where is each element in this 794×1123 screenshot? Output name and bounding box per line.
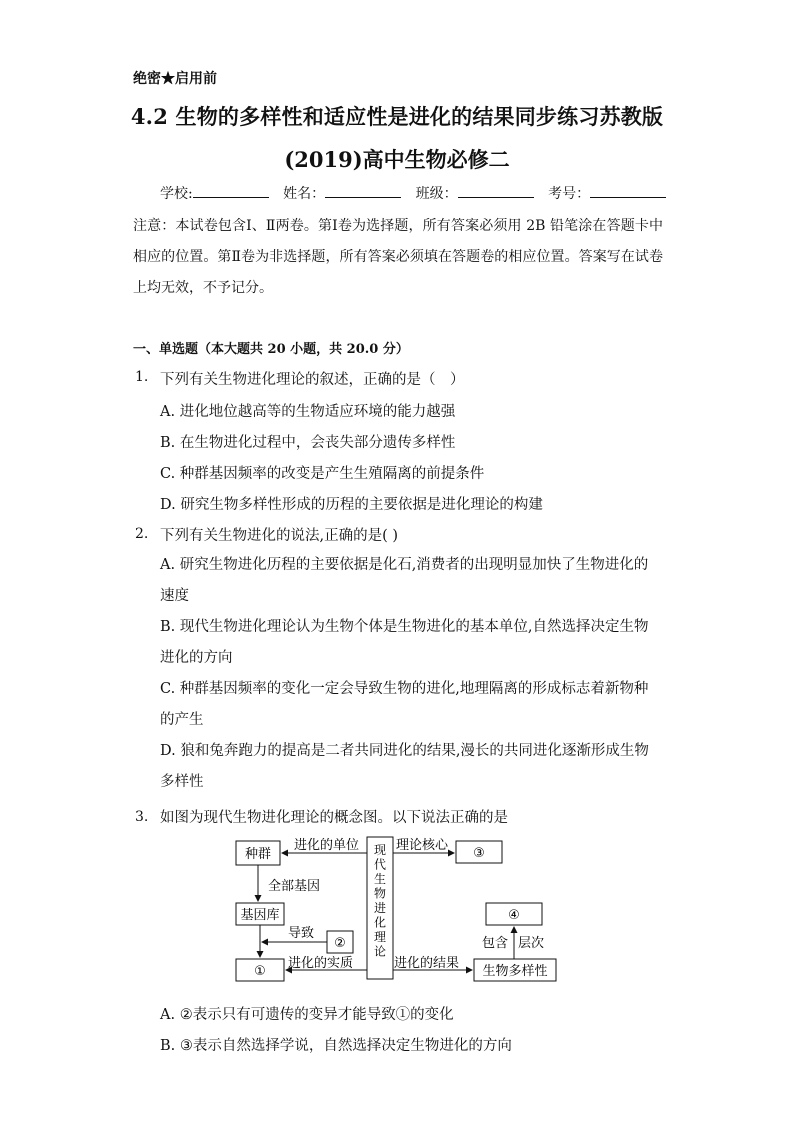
exam-number-blank[interactable]: [590, 185, 666, 198]
student-info-fields: [160, 183, 676, 203]
school-label: 学校:: [160, 186, 193, 202]
page-title-line2: (2019)高中生物必修二: [284, 147, 510, 172]
question-2-option-b[interactable]: B. 现代生物进化理论认为生物个体是生物进化的基本单位,自然选择决定生物进化的方向: [160, 619, 649, 666]
question-2-option-a[interactable]: A. 研究生物进化历程的主要依据是化石,消费者的出现明显加快了生物进化的速度: [160, 557, 649, 604]
label-level: 层次: [518, 936, 545, 951]
question-3-number: 3.: [135, 809, 149, 825]
question-1-option-a[interactable]: A. 进化地位越高等的生物适应环境的能力越强: [160, 404, 456, 420]
box-4-label: ④: [508, 908, 520, 923]
question-3-option-b[interactable]: B. ③表示自然选择学说，自然选择决定生物进化的方向: [160, 1038, 512, 1054]
school-blank[interactable]: [193, 185, 269, 198]
population-box-label: 种群: [244, 847, 272, 862]
biodiversity-box-label: 生物多样性: [482, 964, 548, 979]
question-2-number: 2.: [135, 526, 149, 542]
question-1-number: 1.: [135, 369, 149, 385]
name-field[interactable]: [283, 183, 401, 203]
school-field[interactable]: [160, 183, 269, 203]
label-cause: 导致: [288, 926, 315, 941]
page-title-line1: 4.2 生物的多样性和适应性是进化的结果同步练习苏教版: [130, 104, 664, 129]
question-1-option-c[interactable]: C. 种群基因频率的改变是产生生殖隔离的前提条件: [160, 466, 485, 482]
question-2-stem: 下列有关生物进化的说法,正确的是( ): [160, 528, 399, 544]
class-label: 班级：: [415, 186, 458, 202]
class-field[interactable]: [416, 183, 534, 203]
label-include: 包含: [482, 936, 509, 951]
label-all-genes: 全部基因: [268, 879, 321, 894]
exam-number-field[interactable]: [548, 183, 666, 203]
question-1-stem: 下列有关生物进化理论的叙述，正确的是（ ）: [160, 372, 465, 388]
label-theory-core: 理论核心: [396, 838, 449, 853]
box-1-label: ①: [254, 964, 266, 979]
box-2-label: ②: [334, 936, 346, 951]
name-label: 姓名：: [283, 186, 326, 202]
label-evolution-result: 进化的结果: [394, 956, 460, 971]
label-evolution-essence: 进化的实质: [288, 956, 354, 971]
class-blank[interactable]: [458, 185, 534, 198]
question-2-option-d[interactable]: D. 狼和兔奔跑力的提高是二者共同进化的结果,漫长的共同进化逐渐形成生物多样性: [160, 743, 649, 790]
gene-pool-box-label: 基因库: [240, 908, 280, 923]
box-3-label: ③: [473, 846, 485, 861]
label-evolution-unit: 进化的单位: [294, 838, 360, 853]
question-1-option-d[interactable]: D. 研究生物多样性形成的历程的主要依据是进化理论的构建: [160, 497, 543, 513]
exam-number-label: 考号：: [548, 186, 591, 202]
secret-mark: 绝密★启用前: [133, 71, 217, 87]
modern-evolution-theory-label: 现代生物进化理论: [373, 843, 387, 959]
question-2-option-c[interactable]: C. 种群基因频率的变化一定会导致生物的进化,地理隔离的形成标志着新物种的产生: [160, 681, 649, 728]
name-blank[interactable]: [325, 185, 401, 198]
question-3-stem: 如图为现代生物进化理论的概念图。以下说法正确的是: [160, 810, 508, 826]
exam-notice: 注意：本试卷包含Ⅰ、Ⅱ两卷。第Ⅰ卷为选择题，所有答案必须用 2B 铅笔涂在答题卡中相应的位置。第Ⅱ卷为非选择题，所有答案必须填在答题卷的相应位置。答案写在试卷上均无效，不予记分。: [133, 218, 663, 296]
section-title: 一、单选题（本大题共 20 小题，共 20.0 分）: [133, 342, 409, 357]
question-3-option-a[interactable]: A. ②表示只有可遗传的变异才能导致①的变化: [160, 1007, 454, 1023]
evolution-concept-diagram: [230, 832, 560, 984]
question-1-option-b[interactable]: B. 在生物进化过程中，会丧失部分遗传多样性: [160, 435, 456, 451]
